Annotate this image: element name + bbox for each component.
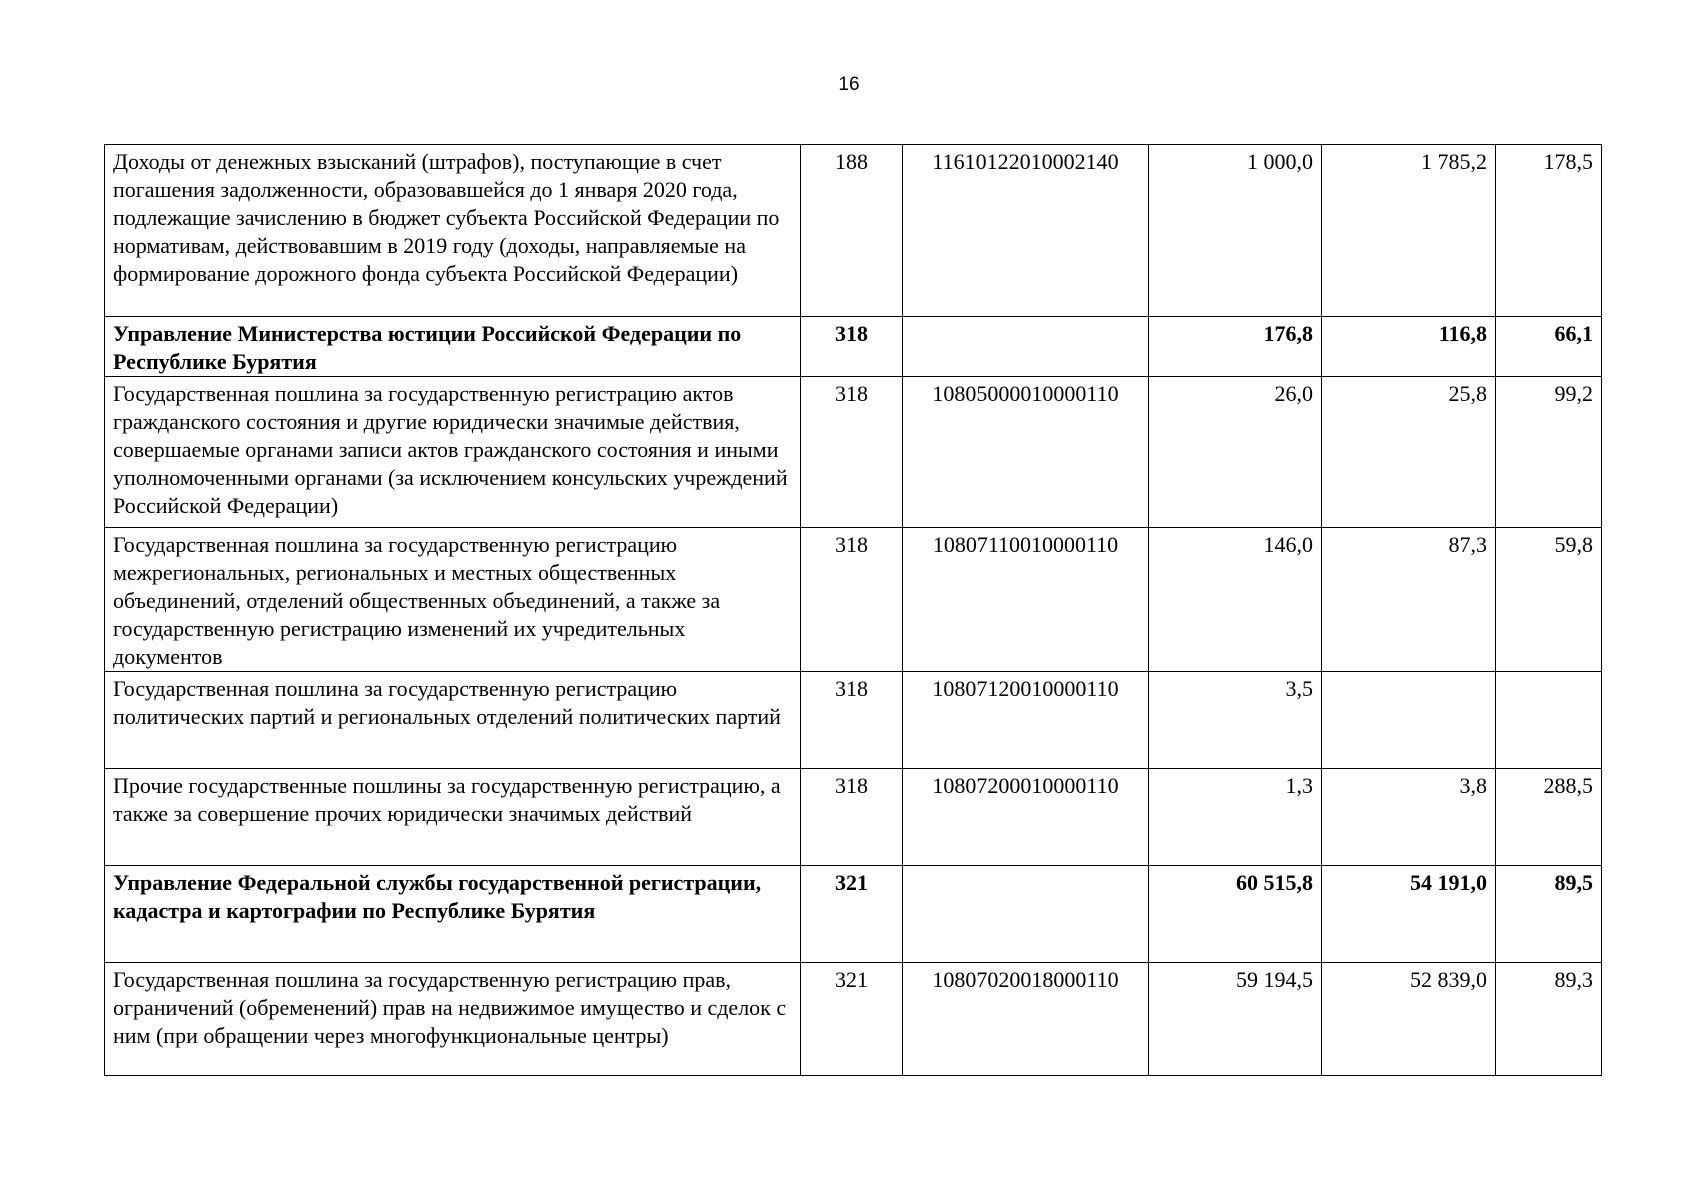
plan-cell: 1 000,0 [1149,145,1322,317]
fact-cell: 3,8 [1322,769,1496,866]
admin-code-cell: 318 [801,377,903,528]
fact-cell: 116,8 [1322,317,1496,377]
percent-cell [1496,672,1602,769]
admin-code-cell: 318 [801,672,903,769]
revenue-name-cell: Управление Министерства юстиции Российской Федерации по Республике Бурятия [105,317,801,377]
table-row [105,528,1602,672]
admin-code-cell: 321 [801,963,903,1076]
budget-code-cell [903,317,1149,377]
percent-cell: 178,5 [1496,145,1602,317]
percent-cell: 89,3 [1496,963,1602,1076]
revenue-name-cell: Государственная пошлина за государственную регистрацию прав, ограничений (обременений) прав на недвижимое имущество и сделок с ним (при обращении через многофункциональные центры) [105,963,801,1076]
budget-code-cell: 10805000010000110 [903,377,1149,528]
percent-cell: 288,5 [1496,769,1602,866]
fact-cell: 1 785,2 [1322,145,1496,317]
admin-code-cell: 318 [801,317,903,377]
budget-code-cell: 10807120010000110 [903,672,1149,769]
plan-cell: 59 194,5 [1149,963,1322,1076]
plan-cell: 176,8 [1149,317,1322,377]
budget-code-cell: 10807200010000110 [903,769,1149,866]
budget-code-cell: 10807110010000110 [903,528,1149,672]
plan-cell: 60 515,8 [1149,866,1322,963]
revenue-name-cell: Управление Федеральной службы государственной регистрации, кадастра и картографии по Республике Бурятия [105,866,801,963]
revenue-name-cell: Государственная пошлина за государственную регистрацию межрегиональных, региональных и местных общественных объединений, отделений общественных объединений, а также за государственную регистрацию изменений их учредительных документов [105,528,801,672]
revenue-name-cell: Государственная пошлина за государственную регистрацию политических партий и региональных отделений политических партий [105,672,801,769]
fact-cell: 54 191,0 [1322,866,1496,963]
fact-cell: 87,3 [1322,528,1496,672]
percent-cell: 99,2 [1496,377,1602,528]
table-row [105,317,1602,377]
table-row [105,672,1602,769]
page-number: 16 [838,74,860,95]
revenue-name-cell: Доходы от денежных взысканий (штрафов), поступающие в счет погашения задолженности, образовавшейся до 1 января 2020 года, подлежащие зачислению в бюджет субъекта Российской Федерации по нормативам, действовавшим в 2019 году (доходы, направляемые на формирование дорожного фонда субъекта Российской Федерации) [105,145,801,317]
revenue-name-cell: Государственная пошлина за государственную регистрацию актов гражданского состояния и другие юридически значимые действия, совершаемые органами записи актов гражданского состояния и иными уполномоченными органами (за исключением консульских учреждений Российской Федерации) [105,377,801,528]
plan-cell: 26,0 [1149,377,1322,528]
table-row [105,145,1602,317]
percent-cell: 66,1 [1496,317,1602,377]
revenue-name-cell: Прочие государственные пошлины за государственную регистрацию, а также за совершение прочих юридически значимых действий [105,769,801,866]
budget-revenue-table [104,144,1602,1076]
table-row [105,769,1602,866]
admin-code-cell: 321 [801,866,903,963]
plan-cell: 1,3 [1149,769,1322,866]
fact-cell [1322,672,1496,769]
admin-code-cell: 318 [801,769,903,866]
table-row [105,963,1602,1076]
fact-cell: 25,8 [1322,377,1496,528]
fact-cell: 52 839,0 [1322,963,1496,1076]
percent-cell: 59,8 [1496,528,1602,672]
budget-code-cell: 10807020018000110 [903,963,1149,1076]
plan-cell: 3,5 [1149,672,1322,769]
plan-cell: 146,0 [1149,528,1322,672]
table-row [105,377,1602,528]
admin-code-cell: 318 [801,528,903,672]
percent-cell: 89,5 [1496,866,1602,963]
table-row [105,866,1602,963]
admin-code-cell: 188 [801,145,903,317]
budget-code-cell: 11610122010002140 [903,145,1149,317]
budget-code-cell [903,866,1149,963]
